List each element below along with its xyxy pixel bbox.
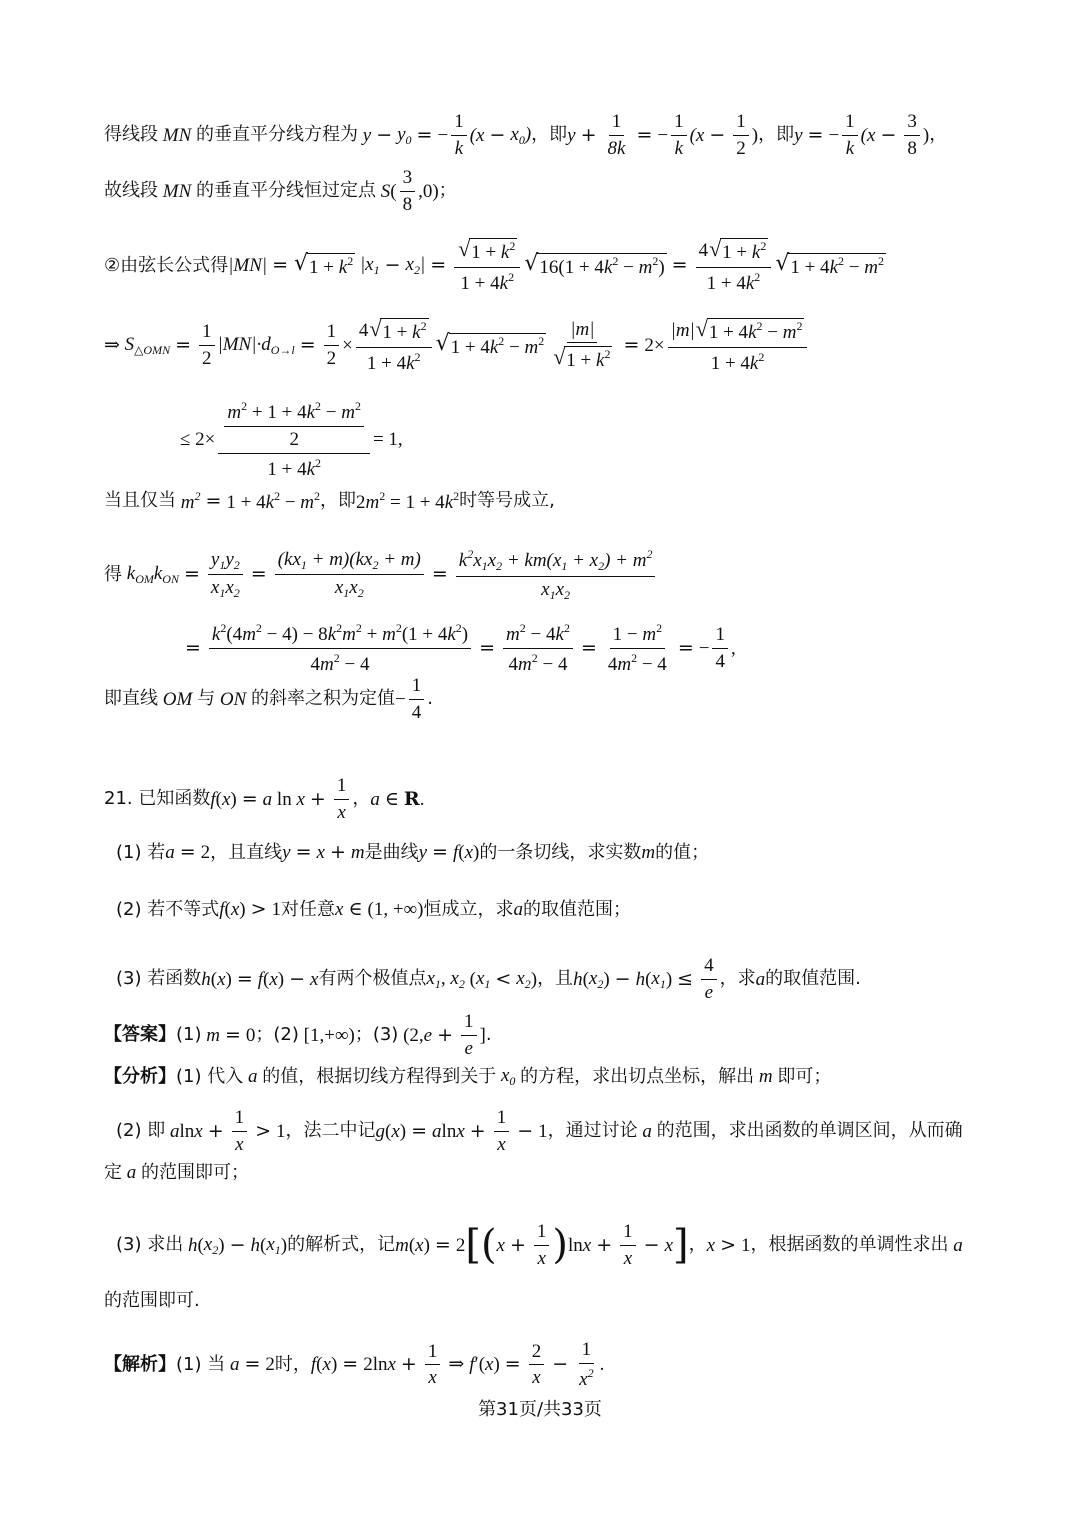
text-line: 即直线 OM 与 ON 的斜率之积为定值 − $\frac{1}{4}$ . — [104, 675, 433, 723]
text-line: ≤ 2× $\frac{\frac{m^2 + 1 + 4k^2 - m^2}{2}}{1 + 4k^2}$ = 1, — [180, 399, 403, 480]
text-line: 当且仅当 $m^2$ = $1 + 4k^2 - m^2$ ，即 $2m^2 = 1 + 4k^2$ 时等号成立, — [104, 489, 555, 513]
sub-question-3: (3) 若函数 h ( x ) = f ( x ) − x 有两个极值点 $x_1$, $x_2$ ( $x_1$ < $x_2$ ) ，且 h ( $x_2$ ) − h ( $x_1$ ) ≤ $\frac{4}{e}$ ，求 a 的取值范围. — [116, 955, 861, 1003]
solution-line: 【解析】 (1) 当 a = 2 时， f ( x ) = 2ln x + $\frac{1}{x}$ ⇒ f ′( x ) = $\frac{2}{x}$ − $\frac{1}{x^2}$ . — [104, 1339, 605, 1390]
page-number: 第31页/共33页 — [478, 1399, 602, 1420]
sub-question-1: (1) 若 a = 2 ，且直线 y = x + m 是曲线 y = f ( x ) 的一条切线，求实数 m 的值； — [116, 841, 710, 863]
answer-line: 【答案】 (1) m = 0 ；(2) [1,+∞) ；(3) (2, e + $\frac{1}{e}$ ] . — [104, 1011, 492, 1059]
text-line: = $\frac{k^2(4m^2 - 4) - 8k^2m^2 + m^2(1 + 4k^2)}{4m^2 - 4}$ = $\frac{m^2 - 4k^2}{4m^2 - 4}$ = $\frac{1 - m^2}{4m^2 - 4}$ = − $\frac{1}{4}$ , — [185, 621, 736, 675]
analysis-line: (3) 求出 h ( $x_2$ ) − h ( $x_1$ ) 的解析式，记 m ( x ) = 2 [ ( x + $\frac{1}{x}$ ) ln x + $\frac{1}{x}$ − x ] ， x > 1 ，根据函数的单调性求出 a — [116, 1221, 963, 1269]
text-line: ⇒ $S_{\triangle OMN}$ = $\frac{1}{2}$ $|MN|\cdot d_{O\to l}$ = $\frac{1}{2}$ × 4 √ $1 + k^2$ $1 + 4k^2$ √ $1 + 4k^2 - m^2$ |m| √ $1 + k^2$ = 2× |m| √ $1 + 4k^2 - m^2$ $1 + 4k^2$ — [104, 318, 1020, 374]
text-line: 故线段 MN 的垂直平分线恒过定点 S ( $\frac{3}{8}$ ,0) ； — [104, 167, 457, 215]
analysis-line: 【分析】 (1) 代入 a 的值，根据切线方程得到关于 $x_0$ 的方程，求出切点坐标，解出 m 即可； — [104, 1065, 832, 1088]
text-line: 得线段 MN 的垂直平分线方程为 y − $y_0$ = − $\frac{1}{k}$ (x − $x_0$) ，即 y + $\frac{1}{8k}$ = − $\frac{1}{k}$ (x − $\frac{1}{2}$ ) ，即 y = − $\frac{1}{k}$ (x − $\frac{3}{8}$ ) ， — [104, 111, 948, 159]
analysis-line: (2) 即 a ln x + $\frac{1}{x}$ > 1 ，法二中记 g ( x ) = a ln x + $\frac{1}{x}$ − 1 ，通过讨论 a 的范围，求出函数的单调区间，从而确 — [116, 1107, 963, 1155]
analysis-line: 的范围即可. — [104, 1290, 200, 1311]
text-line: ②由弦长公式得 |MN| = √ $1 + k^2$ $|x_1$ − $x_2|$ = √ $1 + k^2$ $1 + 4k^2$ √ $16(1 + 4k^2 - m^2)$ = 4 √ $1 + k^2$ $1 + 4k^2$ √ $1 + 4k^2 - m^2$ — [104, 236, 884, 294]
question-21: 21. 已知函数 f ( x ) = a ln x + $\frac{1}{x}$ ， a ∈ R . — [104, 775, 425, 823]
analysis-line: 定 a 的范围即可； — [104, 1161, 249, 1183]
sub-question-2: (2) 若不等式 f ( x ) > 1 对任意 x ∈ (1, +∞) 恒成立，求 a 的取值范围； — [116, 898, 631, 920]
text-line: 得 $k_{OM}k_{ON}$ = $\frac{y_1y_2}{x_1x_2}$ = $\frac{(kx_1 + m)(kx_2 + m)}{x_1x_2}$ = $\frac{k^2x_1x_2 + km(x_1 + x_2) + m^2}{x_1x_2}$ — [104, 548, 1020, 601]
